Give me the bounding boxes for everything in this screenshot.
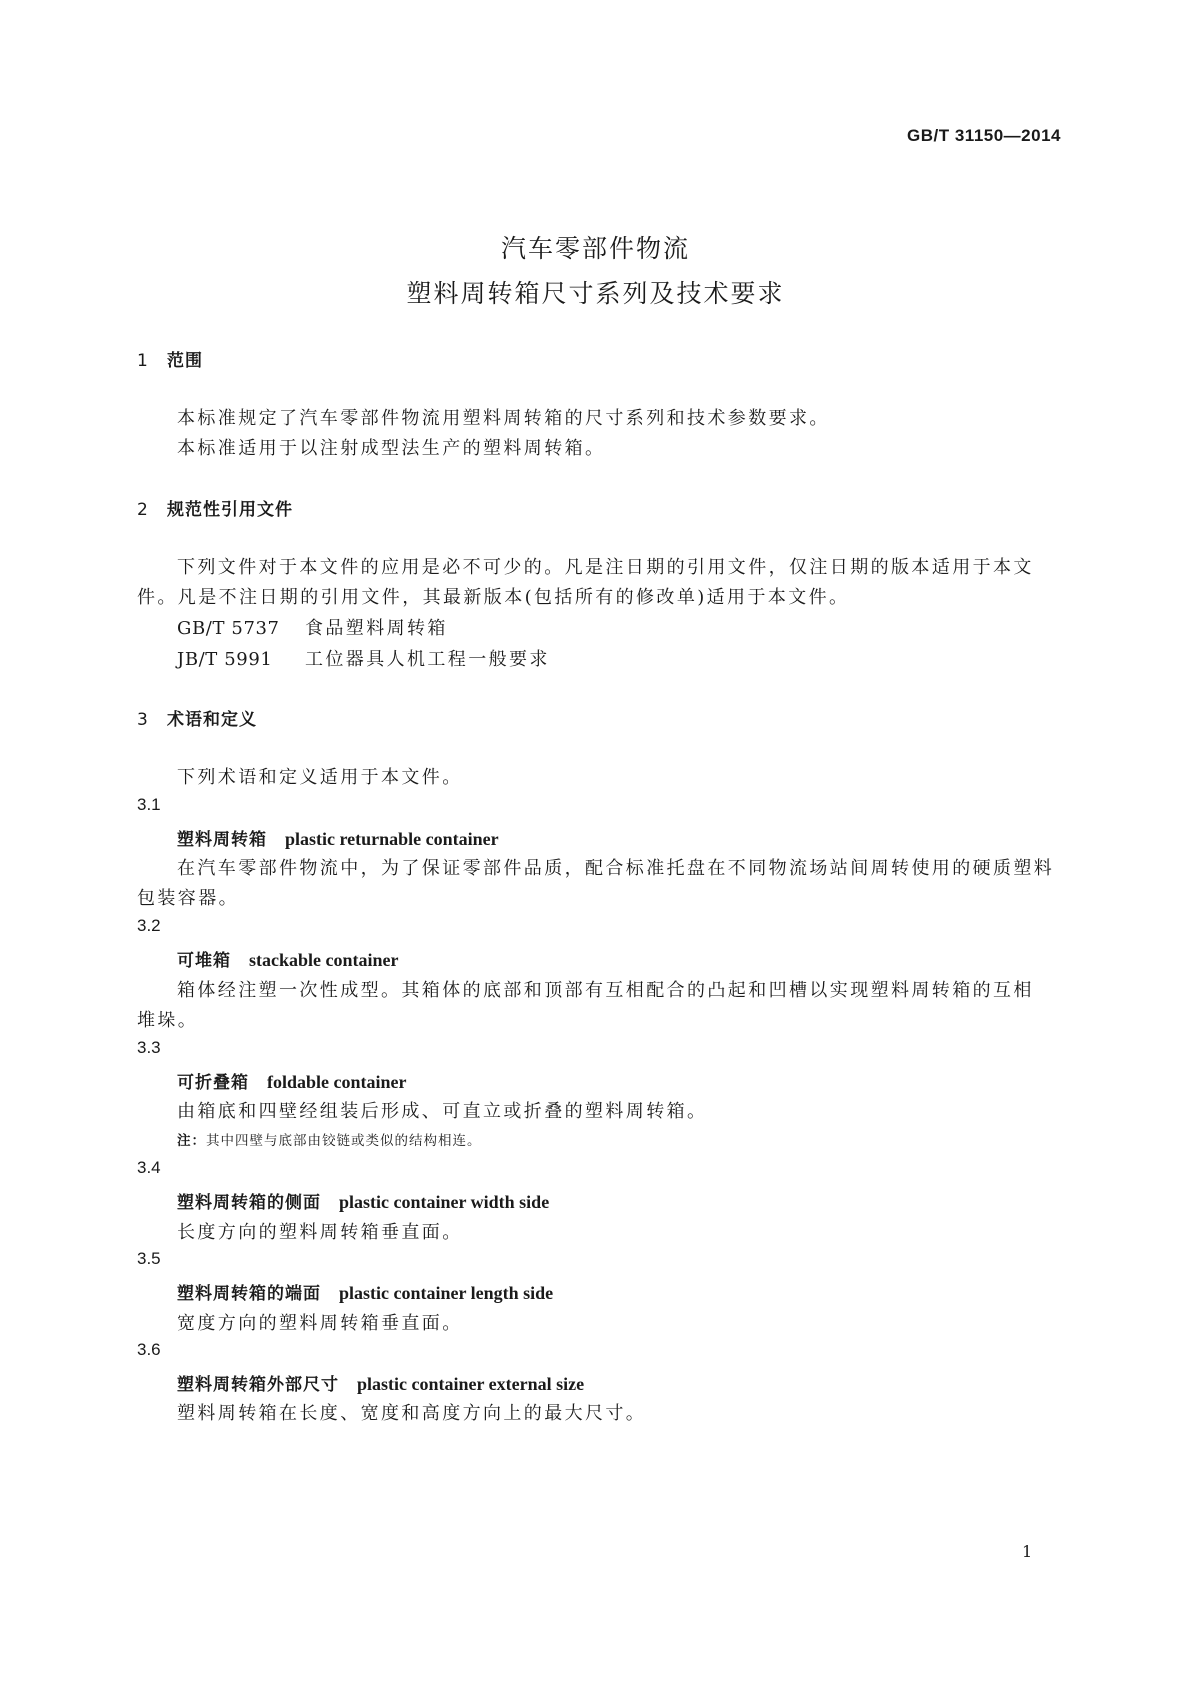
section-number: 2: [137, 500, 149, 520]
term-number: 3.4: [137, 1158, 161, 1177]
reference-title: 食品塑料周转箱: [305, 618, 448, 639]
term-en: foldable container: [267, 1072, 407, 1092]
note-label: 注：: [177, 1133, 206, 1149]
term-en: plastic container external size: [357, 1374, 585, 1394]
term-en: plastic returnable container: [285, 829, 499, 849]
section-number: 1: [137, 351, 149, 371]
section-1-heading: [137, 346, 203, 371]
term-definition: 塑料周转箱在长度、宽度和高度方向上的最大尺寸。: [177, 1403, 647, 1424]
term-definition: 长度方向的塑料周转箱垂直面。: [177, 1222, 463, 1243]
paragraph: 本标准规定了汽车零部件物流用塑料周转箱的尺寸系列和技术参数要求。: [177, 408, 830, 429]
term-heading: [177, 825, 499, 850]
document-title-line-2: 塑料周转箱尺寸系列及技术要求: [406, 279, 785, 308]
section-title: 规范性引用文件: [167, 500, 293, 520]
term-heading: [177, 1188, 549, 1213]
term-definition-continuation: 包装容器。: [137, 888, 239, 909]
document-title-line-1: 汽车零部件物流: [500, 234, 690, 263]
term-en: plastic container length side: [339, 1283, 554, 1303]
reference-code: JB/T 5991: [177, 649, 273, 670]
reference-title: 工位器具人机工程一般要求: [305, 649, 550, 670]
paragraph: 本标准适用于以注射成型法生产的塑料周转箱。: [177, 438, 606, 459]
reference-item: [177, 645, 550, 671]
page-number: 1: [1022, 1542, 1033, 1561]
section-3-heading: [137, 705, 257, 730]
reference-code: GB/T 5737: [177, 618, 280, 639]
paragraph: 下列术语和定义适用于本文件。: [177, 767, 463, 788]
section-2-heading: [137, 495, 293, 520]
paragraph-continuation: 件。凡是不注日期的引用文件，其最新版本(包括所有的修改单)适用于本文件。: [137, 587, 850, 608]
term-zh: 塑料周转箱外部尺寸: [177, 1375, 339, 1395]
term-definition-continuation: 堆垛。: [137, 1010, 199, 1031]
term-number: 3.1: [137, 795, 161, 814]
term-number: 3.3: [137, 1038, 161, 1057]
term-note: [177, 1129, 482, 1149]
term-heading: [177, 1370, 584, 1395]
term-definition: 由箱底和四壁经组装后形成、可直立或折叠的塑料周转箱。: [177, 1101, 708, 1122]
term-definition: 箱体经注塑一次性成型。其箱体的底部和顶部有互相配合的凸起和凹槽以实现塑料周转箱的互相: [177, 980, 1034, 1001]
term-heading: [177, 1068, 407, 1093]
term-number: 3.6: [137, 1340, 161, 1359]
term-number: 3.5: [137, 1249, 161, 1268]
term-zh: 塑料周转箱: [177, 830, 267, 850]
term-number: 3.2: [137, 916, 161, 935]
section-title: 术语和定义: [167, 710, 257, 730]
term-zh: 塑料周转箱的侧面: [177, 1193, 321, 1213]
reference-item: [177, 614, 448, 640]
term-en: stackable container: [249, 950, 399, 970]
standard-number: GB/T 31150—2014: [907, 126, 1061, 145]
term-definition: 在汽车零部件物流中，为了保证零部件品质，配合标准托盘在不同物流场站间周转使用的硬质塑料: [177, 858, 1055, 879]
term-en: plastic container width side: [339, 1192, 550, 1212]
section-number: 3: [137, 710, 149, 730]
section-title: 范围: [167, 351, 203, 371]
paragraph: 下列文件对于本文件的应用是必不可少的。凡是注日期的引用文件，仅注日期的版本适用于本文: [177, 557, 1034, 578]
term-definition: 宽度方向的塑料周转箱垂直面。: [177, 1313, 463, 1334]
term-heading: [177, 1279, 553, 1304]
term-zh: 可折叠箱: [177, 1073, 249, 1093]
term-zh: 塑料周转箱的端面: [177, 1284, 321, 1304]
term-zh: 可堆箱: [177, 951, 231, 971]
term-heading: [177, 946, 398, 971]
note-text: 其中四壁与底部由铰链或类似的结构相连。: [206, 1133, 482, 1149]
